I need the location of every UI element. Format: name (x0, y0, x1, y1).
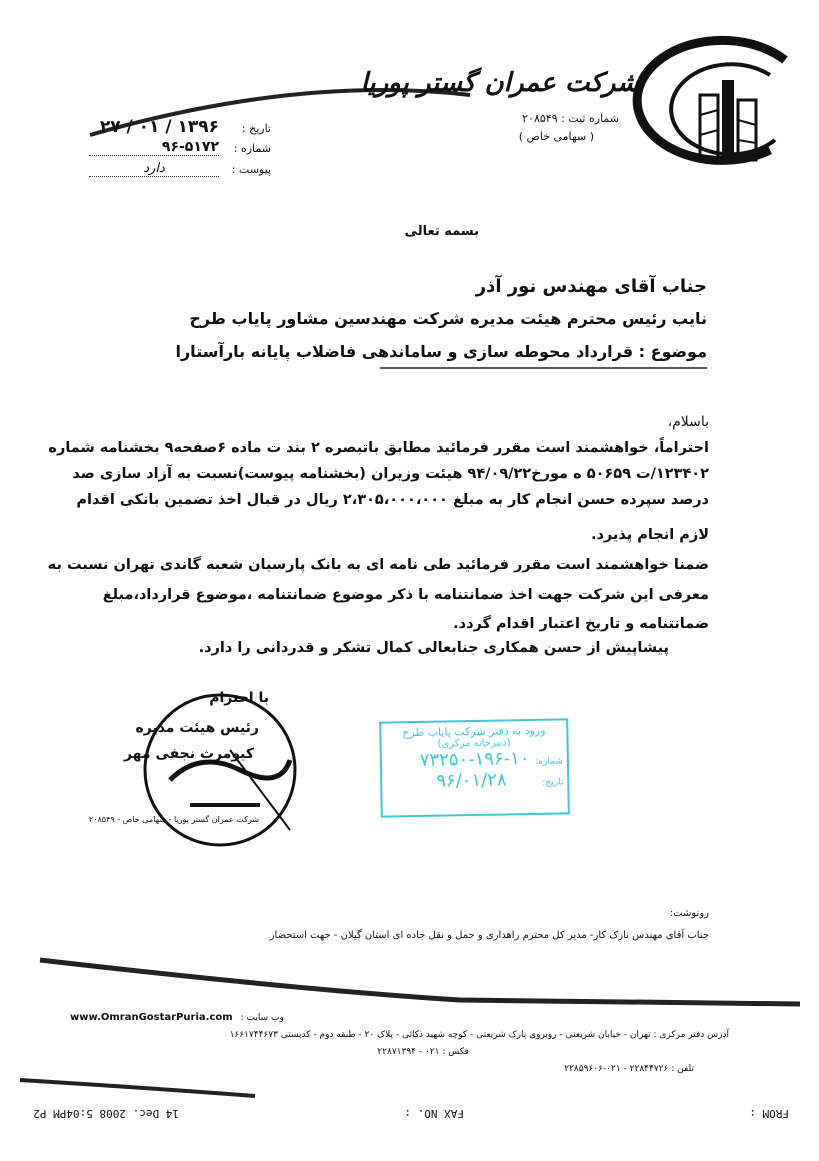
footer-website[interactable]: www.OmranGostarPuria.com (70, 1012, 233, 1023)
cc-label: رونوشت: (669, 908, 709, 919)
date-value: ۱۳۹۶ / ۰۱ / ۲۷ (99, 117, 219, 137)
recipient-title: نایب رئیس محترم هیئت مدیره شرکت مهندسین مشاور پایاب طرح (189, 309, 707, 328)
recipient: جناب آقای مهندس نور آذر (475, 276, 707, 297)
registration-number: شماره ثبت : ۲۰۸۵۴۹ (522, 112, 619, 125)
footer-website-row (70, 1012, 284, 1023)
date-label: تاریخ : (241, 122, 271, 135)
body-line: ضمنا خواهشمند است مقرر فرمائید طی نامه ای به بانک پارسیان شعبه گاندی تهران نسبت به (47, 557, 709, 573)
fax-from: FROM : (749, 1107, 789, 1120)
footer-address: آدرس دفتر مرکزی : تهران - خیابان شریعتی - روبروی پارک شریعتی - کوچه شهید ذکائی - پلاک ۲۰ - طبقه دوم - کدپستی ۱۶۶۱۷۴۴۶۷۳ (229, 1030, 729, 1040)
receipt-stamp-title: ورود به دفتر شرکت پایاب طرح (402, 723, 546, 740)
footer-phone: تلفن : ۲۲۸۴۴۷۲۶ - ۰۲۱-۲۲۸۵۹۶۰۶ (564, 1064, 694, 1074)
number-label: شماره : (233, 142, 271, 155)
footer-swoosh-top (40, 960, 800, 1004)
receipt-number-label: شماره: (535, 756, 563, 767)
body-line: ضمانتنامه و تاریخ اعتبار اقدام گردد. (453, 616, 709, 632)
company-type: ( سهامی خاص ) (518, 130, 594, 143)
number-value: ۹۶-۵۱۷۲ (89, 139, 219, 156)
fax-number: FAX NO. : (404, 1107, 464, 1120)
seal-text: شرکت عمران گستر پوریا - سهامی خاص - ۲۰۸۵۴۹ (88, 815, 259, 824)
greeting: باسلام، (667, 414, 709, 430)
signer-name: کیومرث نجفی مهر (123, 746, 254, 762)
attachment-value: دارد (89, 161, 219, 177)
body-line: لازم انجام پذیرد. (590, 527, 709, 543)
invocation: بسمه تعالی (404, 224, 479, 239)
subject: موضوع : قرارداد محوطه سازی و ساماندهی فاضلاب پایانه بارآستارا (175, 342, 707, 361)
fax-header (0, 1102, 819, 1122)
receipt-stamp-subtitle: (دبیرخانه مرکزی) (437, 737, 511, 750)
body-line: پیشاپیش از حسن همکاری جنابعالی کمال تشکر و قدردانی را دارد. (198, 640, 669, 656)
receipt-date-label: تاریخ: (542, 777, 564, 788)
receipt-number-value: ۱۰-۱۹۶-۷۳۲۵۰ (419, 748, 530, 771)
body-line: درصد سپرده حسن انجام کار به مبلغ ۲،۳۰۵،۰۰۰،۰۰۰ ریال در قبال اخذ تضمین بانکی اقدام (76, 492, 709, 508)
signer-title: رئیس هیئت مدیره (135, 720, 259, 736)
footer-website-label: وب سایت : (240, 1013, 284, 1023)
closing: با احترام (209, 690, 269, 706)
receipt-stamp (379, 718, 570, 817)
body-line: ۱۲۳۴۰۲/ت ۵۰۶۵۹ ه مورخ۹۴/۰۹/۲۲ هیئت وزیران (بخشنامه پیوست)نسبت به آزاد سازی صد (72, 466, 709, 482)
fax-timestamp: 14 Dec. 2008 5:04PM P2 (33, 1107, 179, 1120)
body-line: معرفی این شرکت جهت اخذ ضمانتنامه با ذکر موضوع ضمانتنامه ،موضوع قرارداد،مبلغ (102, 587, 709, 603)
footer-fax: فکس : ۰۲۱ - ۲۲۸۷۱۳۹۴ (377, 1047, 469, 1057)
company-logo (637, 40, 785, 160)
cc-line: جناب آقای مهندس نازک کار- مدیر کل محترم راهداری و حمل و نقل جاده ای استان گیلان - جهت استحضار (269, 930, 709, 941)
body-line: احتراماً، خواهشمند است مقرر فرمائید مطابق باتبصره ۲ بند ت ماده ۶صفحه۹ بخشنامه شماره (48, 440, 709, 456)
receipt-date-value: ۹۶/۰۱/۲۸ (436, 769, 507, 792)
company-name: شرکت عمران گستر پوریا (360, 68, 639, 98)
footer-swoosh-bottom (20, 1080, 255, 1096)
attachment-label: پیوست : (231, 163, 271, 176)
